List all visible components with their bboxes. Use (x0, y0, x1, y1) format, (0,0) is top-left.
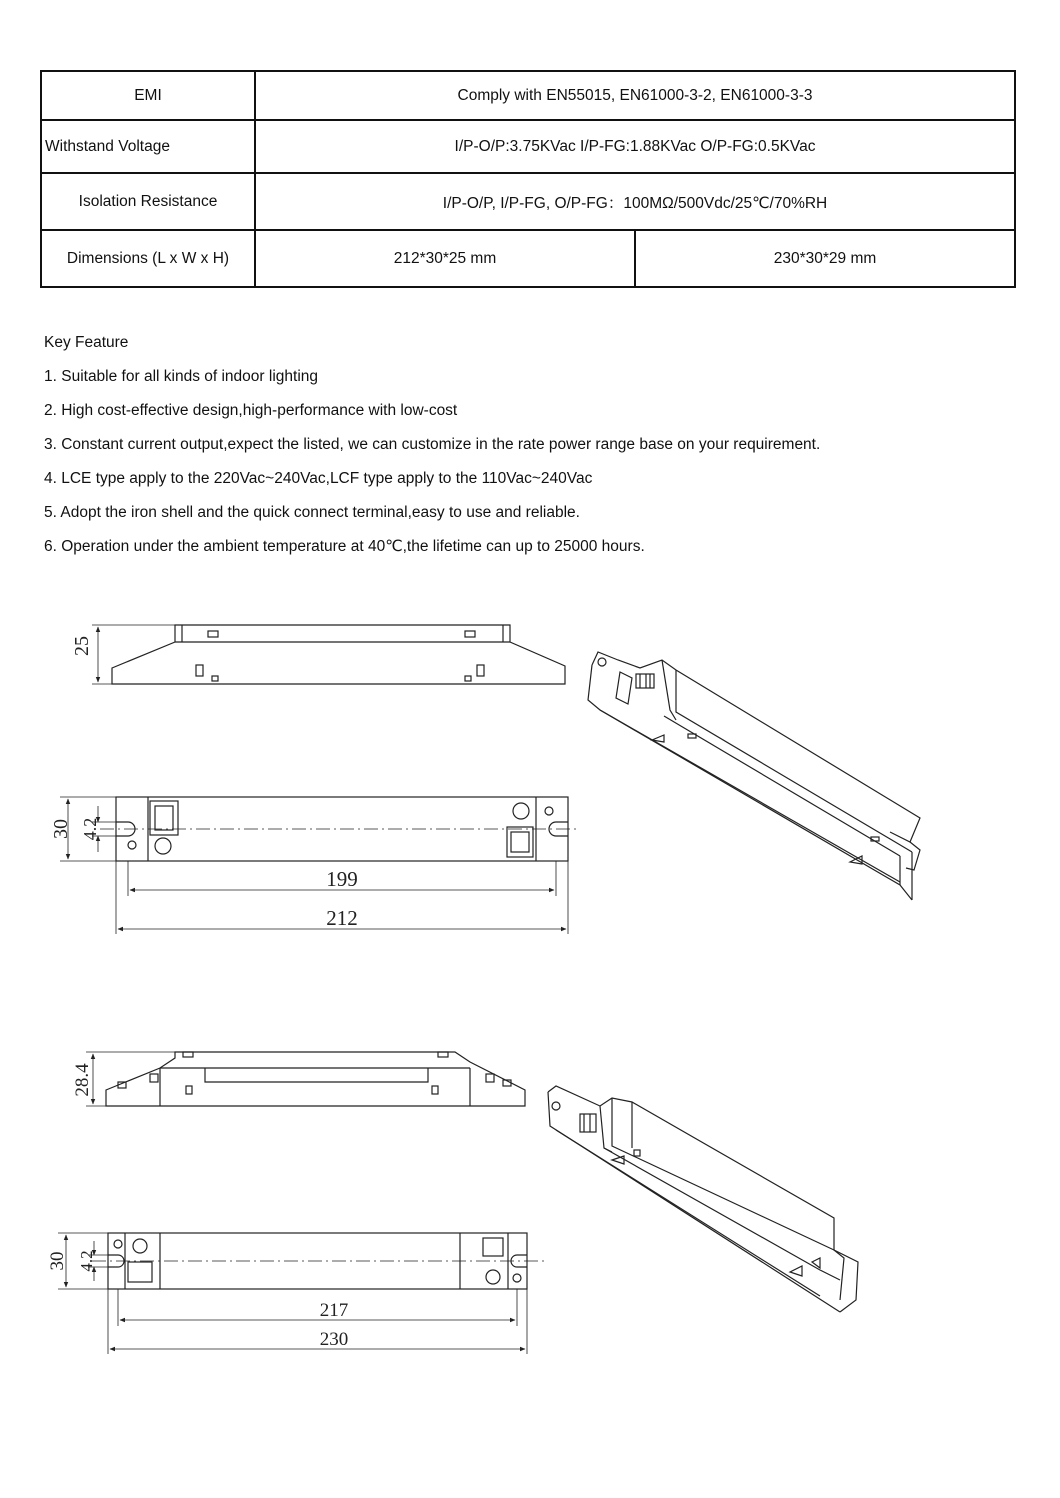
driver-b-top-view (92, 1233, 548, 1289)
driver-b-inner-length-label: 217 (319, 1300, 349, 1321)
feature-item: 5. Adopt the iron shell and the quick connect terminal,easy to use and reliable. (44, 504, 580, 521)
isolation-resistance-value: I/P-O/P, I/P-FG, O/P-FG：100MΩ/500Vdc/25℃/70%RH (255, 173, 1015, 230)
features-title: Key Feature (44, 334, 129, 351)
withstand-voltage-label: Withstand Voltage (41, 120, 255, 173)
driver-b-isometric-view (548, 1086, 858, 1312)
dimensions-value-a: 212*30*25 mm (255, 230, 635, 287)
driver-b-length-label: 230 (319, 1329, 349, 1350)
driver-b-length-dimensions (108, 1289, 527, 1354)
emi-value: Comply with EN55015, EN61000-3-2, EN61000-3-3 (255, 71, 1015, 120)
driver-a-width-label: 30 (50, 819, 72, 839)
driver-a-side-view (112, 625, 565, 684)
driver-b-side-view (106, 1052, 525, 1106)
driver-a-hole-label: 4.2 (80, 817, 100, 841)
feature-item: 2. High cost-effective design,high-performance with low-cost (44, 402, 458, 419)
feature-item: 1. Suitable for all kinds of indoor lighting (44, 368, 318, 385)
driver-b-height-label: 28.4 (72, 1063, 93, 1097)
feature-item: 3. Constant current output,expect the listed, we can customize in the rate power range base on your requirement. (44, 436, 821, 453)
driver-b-width-label: 30 (47, 1251, 68, 1271)
dimensions-value-b: 230*30*29 mm (635, 230, 1015, 287)
driver-a-length-label: 212 (326, 906, 358, 930)
feature-item: 6. Operation under the ambient temperature at 40℃,the lifetime can up to 25000 hours. (44, 538, 645, 555)
dimensions-label: Dimensions (L x W x H) (41, 230, 255, 287)
feature-item: 4. LCE type apply to the 220Vac~240Vac,LCF type apply to the 110Vac~240Vac (44, 470, 593, 487)
driver-a-inner-length-label: 199 (326, 867, 358, 891)
driver-b-height-dimension (86, 1052, 175, 1106)
isolation-resistance-label: Isolation Resistance (41, 173, 255, 230)
withstand-voltage-value: I/P-O/P:3.75KVac I/P-FG:1.88KVac O/P-FG:0.5KVac (255, 120, 1015, 173)
driver-a-height-dimension (92, 625, 175, 684)
driver-a-height-label: 25 (71, 636, 93, 656)
driver-a-top-view (100, 797, 578, 861)
driver-b-hole-label: 4.2 (77, 1250, 96, 1272)
emi-label: EMI (41, 71, 255, 120)
driver-a-isometric-view (588, 652, 920, 900)
